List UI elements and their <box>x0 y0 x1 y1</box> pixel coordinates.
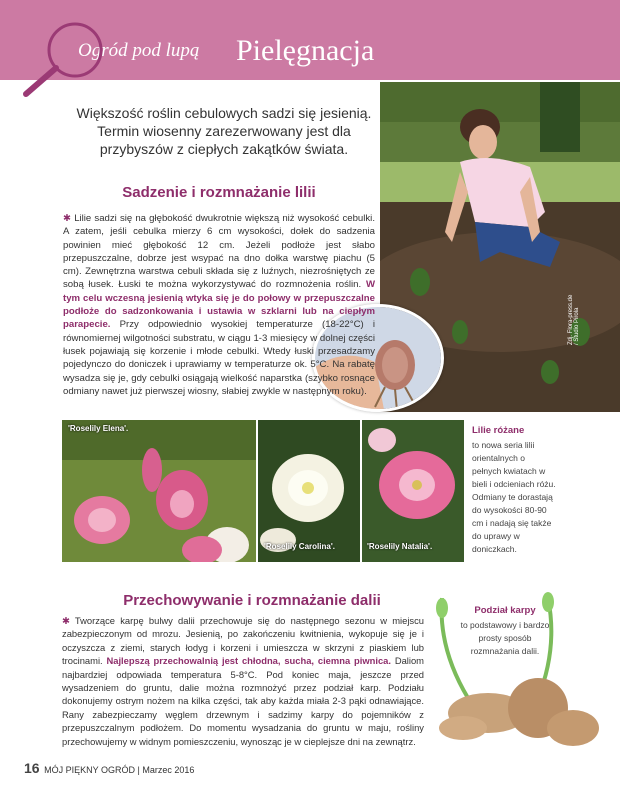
photo-roselily-elena <box>62 420 256 562</box>
dalie-text-2: Daliom najbardziej odpowiada temperatura 5-8°C. Pod koniec maja, jeszcze przed wysadzeniem do gruntu, dalie można rozmnożyć przez podział karp. Podziału dokonujemy ostrym nożem na kilka części, tak aby każda miała 2-3 pąki odnawiające. Rany zabezpieczamy węglem drzewnym i sadzimy karpy do pojemników z przepuszczalnym podłożem. Do momentu wysadzania do gruntu w maju, rośliny przechowujemy w widnym pomieszczeniu, wynosząc je w cieplejsze dni na zewnątrz. <box>62 655 424 747</box>
caption-carolina: 'Roselily Carolina'. <box>264 542 335 551</box>
lilie-text-bold: W tym celu wczesną jesienią wtyka się je do połowy w przepuszczalne podłoże do sadzonkowania i ustawia w szklarni lub na ciepłym parapecie. <box>63 279 375 331</box>
photo-roselily-natalia <box>362 420 464 562</box>
lilie-side-title: Lilie różane <box>472 425 525 436</box>
dalie-paragraph <box>62 614 424 748</box>
section-label: Ogród pod lupą <box>78 40 200 61</box>
lilie-side-note <box>472 424 556 556</box>
page-number: 16 <box>24 760 40 776</box>
caption-elena: 'Roselily Elena'. <box>68 424 129 433</box>
lilie-paragraph <box>63 212 375 398</box>
dahlia-tuber-illustration <box>428 588 608 758</box>
intro-text: Większość roślin cebulowych sadzi się jesienią. Termin wiosenny zarezerwowany jest dla przybyszów z ciepłych zakątków świata. <box>76 105 372 157</box>
section-heading-lilie: Sadzenie i rozmnażanie lilii <box>122 184 316 201</box>
karpy-side-text: to podstawowy i bardzo prosty sposób rozmnażania dalii. <box>460 620 550 656</box>
magazine-name: MÓJ PIĘKNY OGRÓD <box>44 765 135 775</box>
magnifier-icon <box>18 18 108 100</box>
page-footer <box>24 760 194 776</box>
photo-roselily-carolina <box>258 420 360 562</box>
issue-date: Marzec 2016 <box>142 765 195 775</box>
bullet-star-icon: ✱ <box>62 615 75 626</box>
karpy-side-title: Podział karpy <box>474 605 536 616</box>
lilie-text-1: Lilie sadzi się na głębokość dwukrotnie większą niż wysokość cebulki. A zatem, jeśli cebulka mierzy 6 cm wysokości, dołek do sadzenia powinien mieć głębokość 12 cm. Jeżeli podłoże jest słabo przepuszczalne, dobrze jest wsypać na dno dołka warstwę piachu (5 cm). Zewnętrzna warstwa cebuli składa się z luźnych, niezrośniętych ze sobą łusek. Łuski te można wykorzystywać do rozmnożenia roślin. <box>63 213 375 291</box>
page-title: Pielęgnacja <box>236 34 375 67</box>
bullet-star-icon: ✱ <box>63 213 75 224</box>
lilie-text-2: Przy odpowiednio wysokiej temperaturze (18-22°C) i równomiernej wilgotności substratu, w ciągu 1-3 miesięcy w dolnej części łusek pojawiają się korzenie i młode cebulki. Wtedy łuski przesadzamy pojedynczo do doniczek i uprawiamy w temperaturze ok. 5°C. Na rabatę wysadza się je, gdy cebulki osiągają wielkość naparstka (szybko rosnące odmiany nawet już pierwszej wiosny, słabiej zwykle w następnym roku). <box>63 319 375 397</box>
caption-natalia: 'Roselily Natalia'. <box>367 542 433 551</box>
lilie-side-text: to nowa seria lilii orientalnych o pełnych kwiatach w bieli i odcieniach różu. Odmiany te dorastają do wysokości 80-90 cm i nadają się także do uprawy w doniczkach. <box>472 440 556 554</box>
dalie-text-bold: Najlepszą przechowalnią jest chłodna, sucha, ciemna piwnica. <box>106 655 391 667</box>
section-heading-dalie: Przechowywanie i rozmnażanie dalii <box>123 592 381 609</box>
photo-credit: Zdj. Flora-press.de / Studio Pirola <box>568 294 580 345</box>
dalie-text-1: Tworzące karpę bulwy dalii przechowuje się do następnego sezonu w miejscu zabezpieczonym od mrozu. Jesienią, po zakończeniu kwitnienia, wykopuje się je i oczyszcza z ziemi, starych łodyg i korzeni i umieszcza w skrzyni z piaskiem lub trocinami. <box>62 615 425 667</box>
footer-separator: | <box>137 765 140 775</box>
